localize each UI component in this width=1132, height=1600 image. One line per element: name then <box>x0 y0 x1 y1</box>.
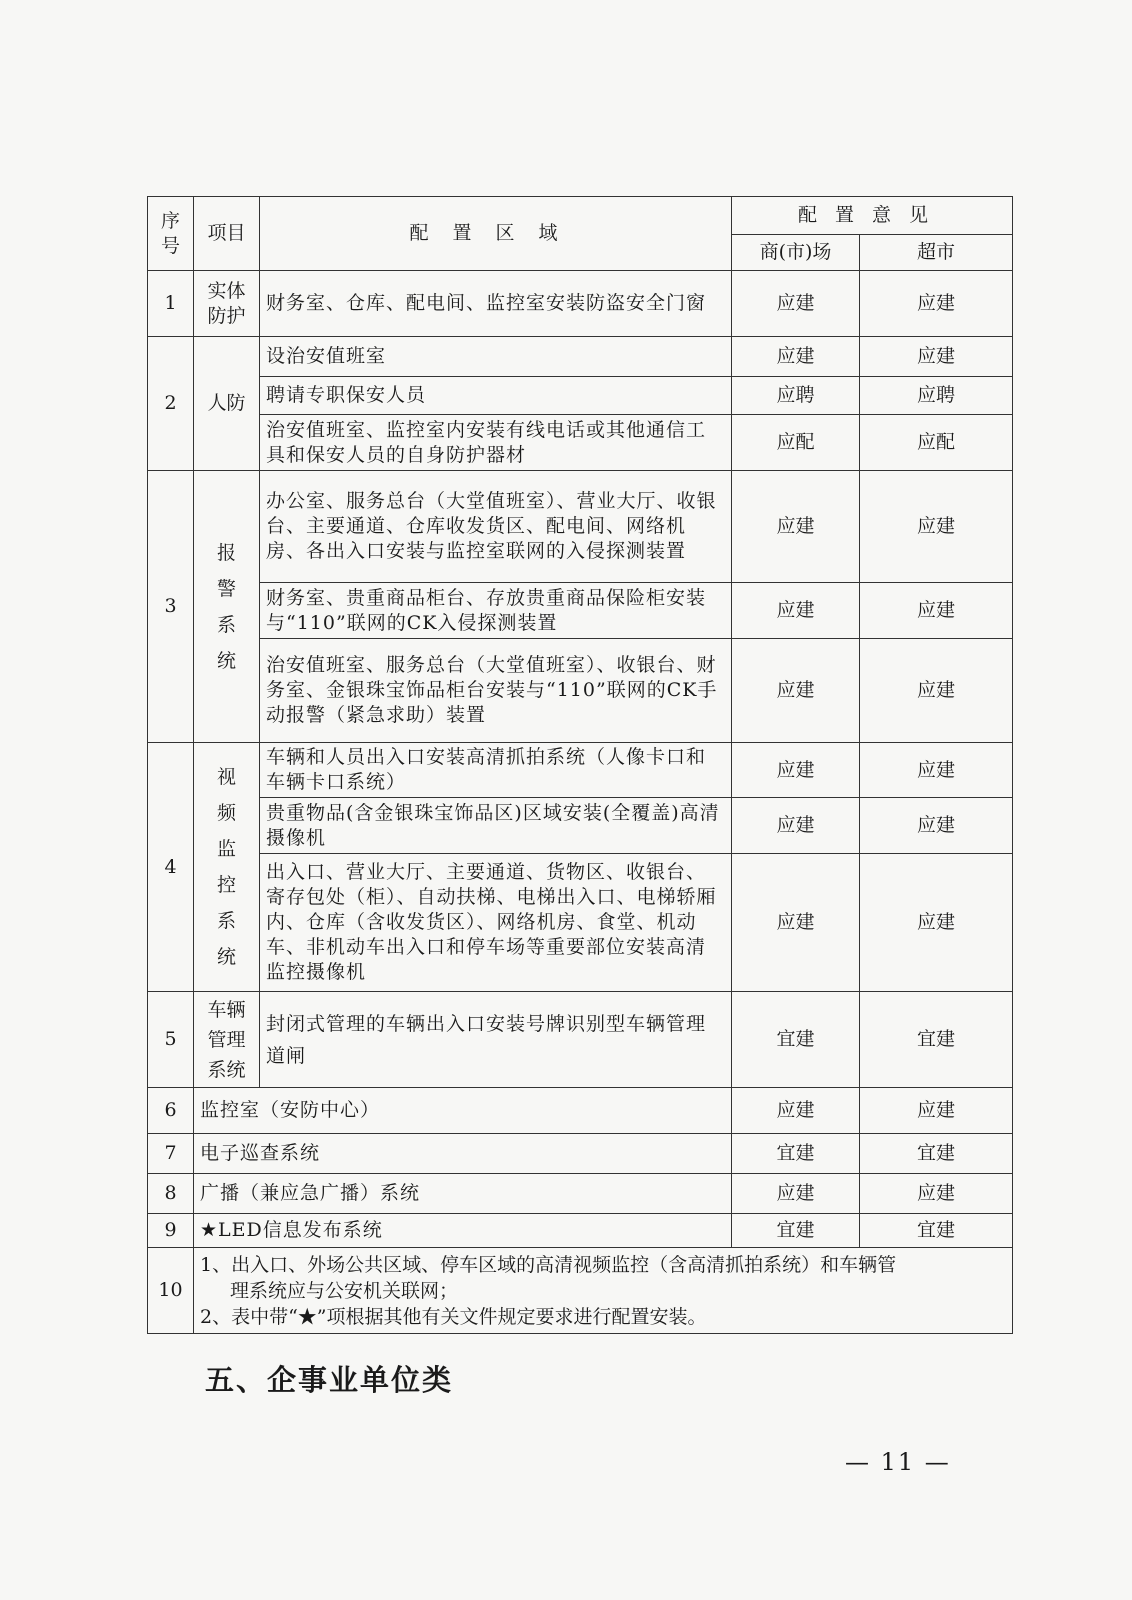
table-row <box>148 415 1013 471</box>
row-item: 车辆管理系统 <box>194 992 260 1088</box>
note-1-continued: 理系统应与公安机关联网； <box>230 1279 459 1302</box>
row-item: 实体防护 <box>194 271 260 337</box>
row-super: 应建 <box>860 1174 1013 1214</box>
row-super: 应建 <box>860 854 1013 992</box>
row-super: 宜建 <box>860 1214 1013 1248</box>
row-super: 应建 <box>860 798 1013 854</box>
row-area: 治安值班室、服务总台（大堂值班室）、收银台、财务室、金银珠宝饰品柜台安装与“110”联网的CK手动报警（紧急求助）装置 <box>260 639 732 743</box>
row-item: 监控室（安防中心） <box>194 1088 732 1134</box>
row-market: 应建 <box>732 337 860 377</box>
row-seq: 9 <box>148 1214 194 1248</box>
row-area: 车辆和人员出入口安装高清抓拍系统（人像卡口和车辆卡口系统） <box>260 743 732 798</box>
row-area: 聘请专职保安人员 <box>260 377 732 415</box>
table-row <box>148 743 1013 798</box>
table-row <box>148 337 1013 377</box>
row-market: 宜建 <box>732 1134 860 1174</box>
row-item: 人防 <box>194 337 260 471</box>
row-market: 应聘 <box>732 377 860 415</box>
row-market: 应建 <box>732 471 860 583</box>
row-area: 出入口、营业大厅、主要通道、货物区、收银台、寄存包处（柜）、自动扶梯、电梯出入口、电梯轿厢内、仓库（含收发货区）、网络机房、食堂、机动车、非机动车出入口和停车场等重要部位安装高清监控摄像机 <box>260 854 732 992</box>
table-row <box>148 471 1013 583</box>
table-row <box>148 1134 1013 1174</box>
row-area: 贵重物品(含金银珠宝饰品区)区域安装(全覆盖)高清摄像机 <box>260 798 732 854</box>
header-opinion: 配置意见 <box>732 197 1013 235</box>
table-row <box>148 854 1013 992</box>
row-super: 应建 <box>860 471 1013 583</box>
row-item: ★LED信息发布系统 <box>194 1214 732 1248</box>
note-2: 2、表中带“★”项根据其他有关文件规定要求进行配置安装。 <box>200 1305 707 1328</box>
row-area: 设治安值班室 <box>260 337 732 377</box>
table-row <box>148 992 1013 1088</box>
row-item: 电子巡查系统 <box>194 1134 732 1174</box>
row-super: 宜建 <box>860 992 1013 1088</box>
row-market: 应建 <box>732 583 860 639</box>
table-row <box>148 639 1013 743</box>
row-super: 应建 <box>860 271 1013 337</box>
row-seq: 3 <box>148 471 194 743</box>
row-seq: 5 <box>148 992 194 1088</box>
header-market: 商(市)场 <box>732 235 860 271</box>
row-seq: 2 <box>148 337 194 471</box>
row-super: 宜建 <box>860 1134 1013 1174</box>
row-item: 视频监控系统 <box>194 743 260 992</box>
row-super: 应聘 <box>860 377 1013 415</box>
table-row <box>148 1248 1013 1334</box>
row-super: 应建 <box>860 337 1013 377</box>
header-area: 配置区域 <box>260 197 732 271</box>
row-market: 应建 <box>732 639 860 743</box>
table-row <box>148 377 1013 415</box>
row-area: 财务室、贵重商品柜台、存放贵重商品保险柜安装与“110”联网的CK入侵探测装置 <box>260 583 732 639</box>
table-row <box>148 583 1013 639</box>
row-area: 财务室、仓库、配电间、监控室安装防盗安全门窗 <box>260 271 732 337</box>
table-row <box>148 798 1013 854</box>
row-seq: 1 <box>148 271 194 337</box>
row-market: 应建 <box>732 1088 860 1134</box>
table-row <box>148 1214 1013 1248</box>
row-seq: 10 <box>148 1248 194 1334</box>
row-seq: 4 <box>148 743 194 992</box>
row-market: 宜建 <box>732 1214 860 1248</box>
row-area: 封闭式管理的车辆出入口安装号牌识别型车辆管理道闸 <box>260 992 732 1088</box>
row-super: 应建 <box>860 583 1013 639</box>
row-market: 宜建 <box>732 992 860 1088</box>
section-heading: 五、企事业单位类 <box>205 1363 454 1397</box>
row-item: 广播（兼应急广播）系统 <box>194 1174 732 1214</box>
note-1: 1、出入口、外场公共区域、停车区域的高清视频监控（含高清抓拍系统）和车辆管 <box>200 1253 897 1276</box>
row-super: 应建 <box>860 743 1013 798</box>
row-market: 应建 <box>732 1174 860 1214</box>
header-seq: 序号 <box>148 197 194 271</box>
row-seq: 7 <box>148 1134 194 1174</box>
page-number: — 11 — <box>845 1448 951 1476</box>
row-seq: 8 <box>148 1174 194 1214</box>
row-seq: 6 <box>148 1088 194 1134</box>
config-table <box>147 196 1013 1334</box>
row-area: 治安值班室、监控室内安装有线电话或其他通信工具和保安人员的自身防护器材 <box>260 415 732 471</box>
row-super: 应建 <box>860 1088 1013 1134</box>
table-row <box>148 271 1013 337</box>
notes-cell <box>194 1248 1013 1334</box>
row-market: 应建 <box>732 854 860 992</box>
row-market: 应建 <box>732 271 860 337</box>
row-market: 应建 <box>732 743 860 798</box>
table-row <box>148 1174 1013 1214</box>
header-item: 项目 <box>194 197 260 271</box>
row-area: 办公室、服务总台（大堂值班室）、营业大厅、收银台、主要通道、仓库收发货区、配电间、网络机房、各出入口安装与监控室联网的入侵探测装置 <box>260 471 732 583</box>
row-super: 应建 <box>860 639 1013 743</box>
row-market: 应配 <box>732 415 860 471</box>
header-supermarket: 超市 <box>860 235 1013 271</box>
row-item: 报警系统 <box>194 471 260 743</box>
row-super: 应配 <box>860 415 1013 471</box>
table-row <box>148 1088 1013 1134</box>
row-market: 应建 <box>732 798 860 854</box>
